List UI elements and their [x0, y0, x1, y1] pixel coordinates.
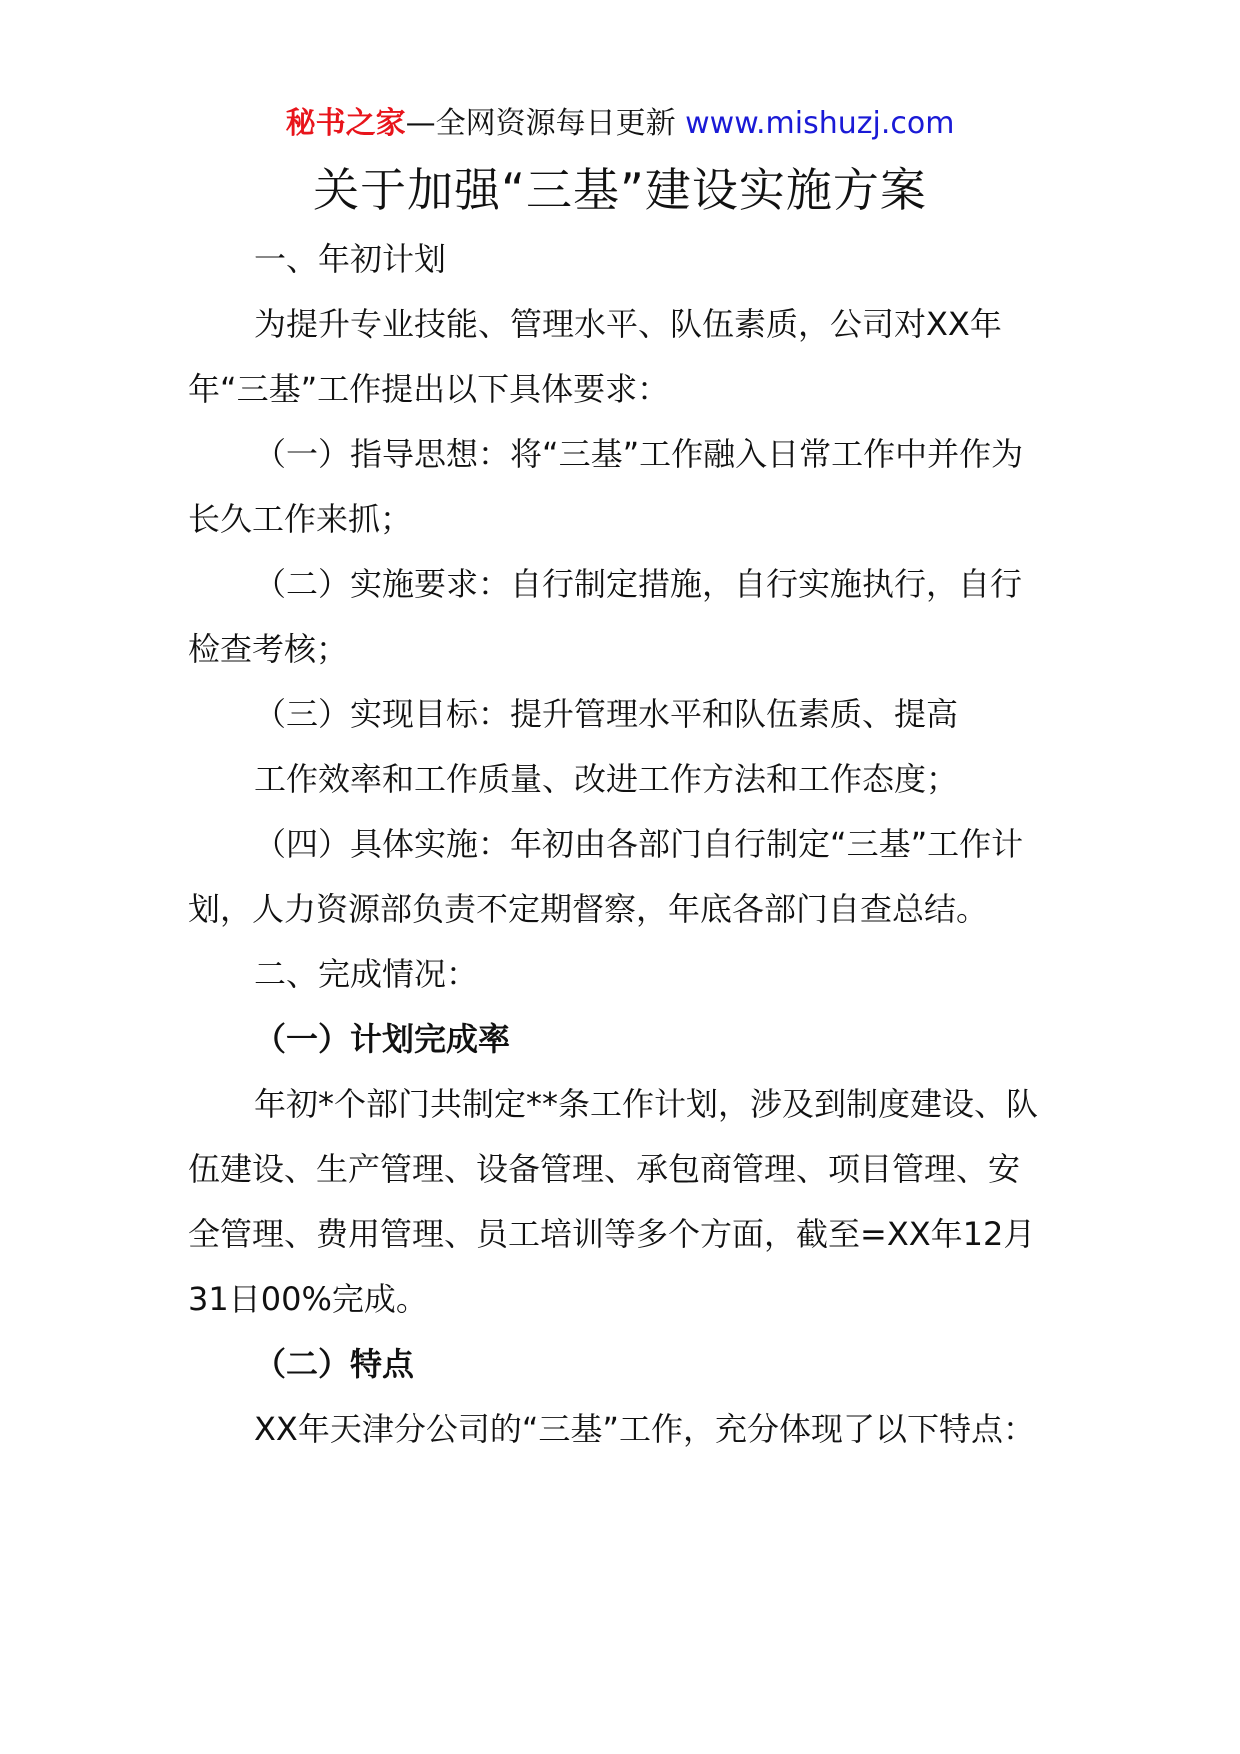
paragraph-guiding-ideology: （一）指导思想：将“三基”工作融入日常工作中并作为长久工作来抓；	[188, 435, 1024, 538]
section-heading-annual-plan: 一、年初计划	[254, 240, 447, 278]
site-header	[0, 104, 1240, 144]
site-url-link[interactable]: www.mishuzj.com	[685, 106, 955, 141]
document-title: 关于加强“三基”建设实施方案	[313, 163, 927, 217]
site-tagline: —全网资源每日更新	[405, 106, 686, 141]
section-heading-completion: 二、完成情况：	[254, 955, 479, 993]
subheading-completion-rate: （一）计划完成率	[254, 1020, 511, 1058]
paragraph-goals-line-1: （三）实现目标：提升管理水平和队伍素质、提高	[254, 695, 959, 733]
subheading-features: （二）特点	[254, 1345, 415, 1383]
paragraph-specific-implementation: （四）具体实施：年初由各部门自行制定“三基”工作计划，人力资源部负责不定期督察，年底各部门自查总结。	[188, 825, 1024, 928]
document-body	[188, 227, 1048, 1462]
paragraph-intro: 为提升专业技能、管理水平、队伍素质，公司对XX年年“三基”工作提出以下具体要求：	[188, 305, 1002, 408]
paragraph-implementation-requirements: （二）实施要求：自行制定措施，自行实施执行，自行检查考核；	[188, 565, 1023, 668]
paragraph-completion-details: 年初*个部门共制定**条工作计划，涉及到制度建设、队伍建设、生产管理、设备管理、承包商管理、项目管理、安全管理、费用管理、员工培训等多个方面，截至=XX年12月31日00%完成。	[188, 1085, 1039, 1318]
paragraph-features-intro: XX年天津分公司的“三基”工作，充分体现了以下特点：	[254, 1410, 1036, 1448]
paragraph-goals-line-2: 工作效率和工作质量、改进工作方法和工作态度；	[254, 760, 959, 798]
site-brand: 秘书之家	[285, 106, 406, 141]
